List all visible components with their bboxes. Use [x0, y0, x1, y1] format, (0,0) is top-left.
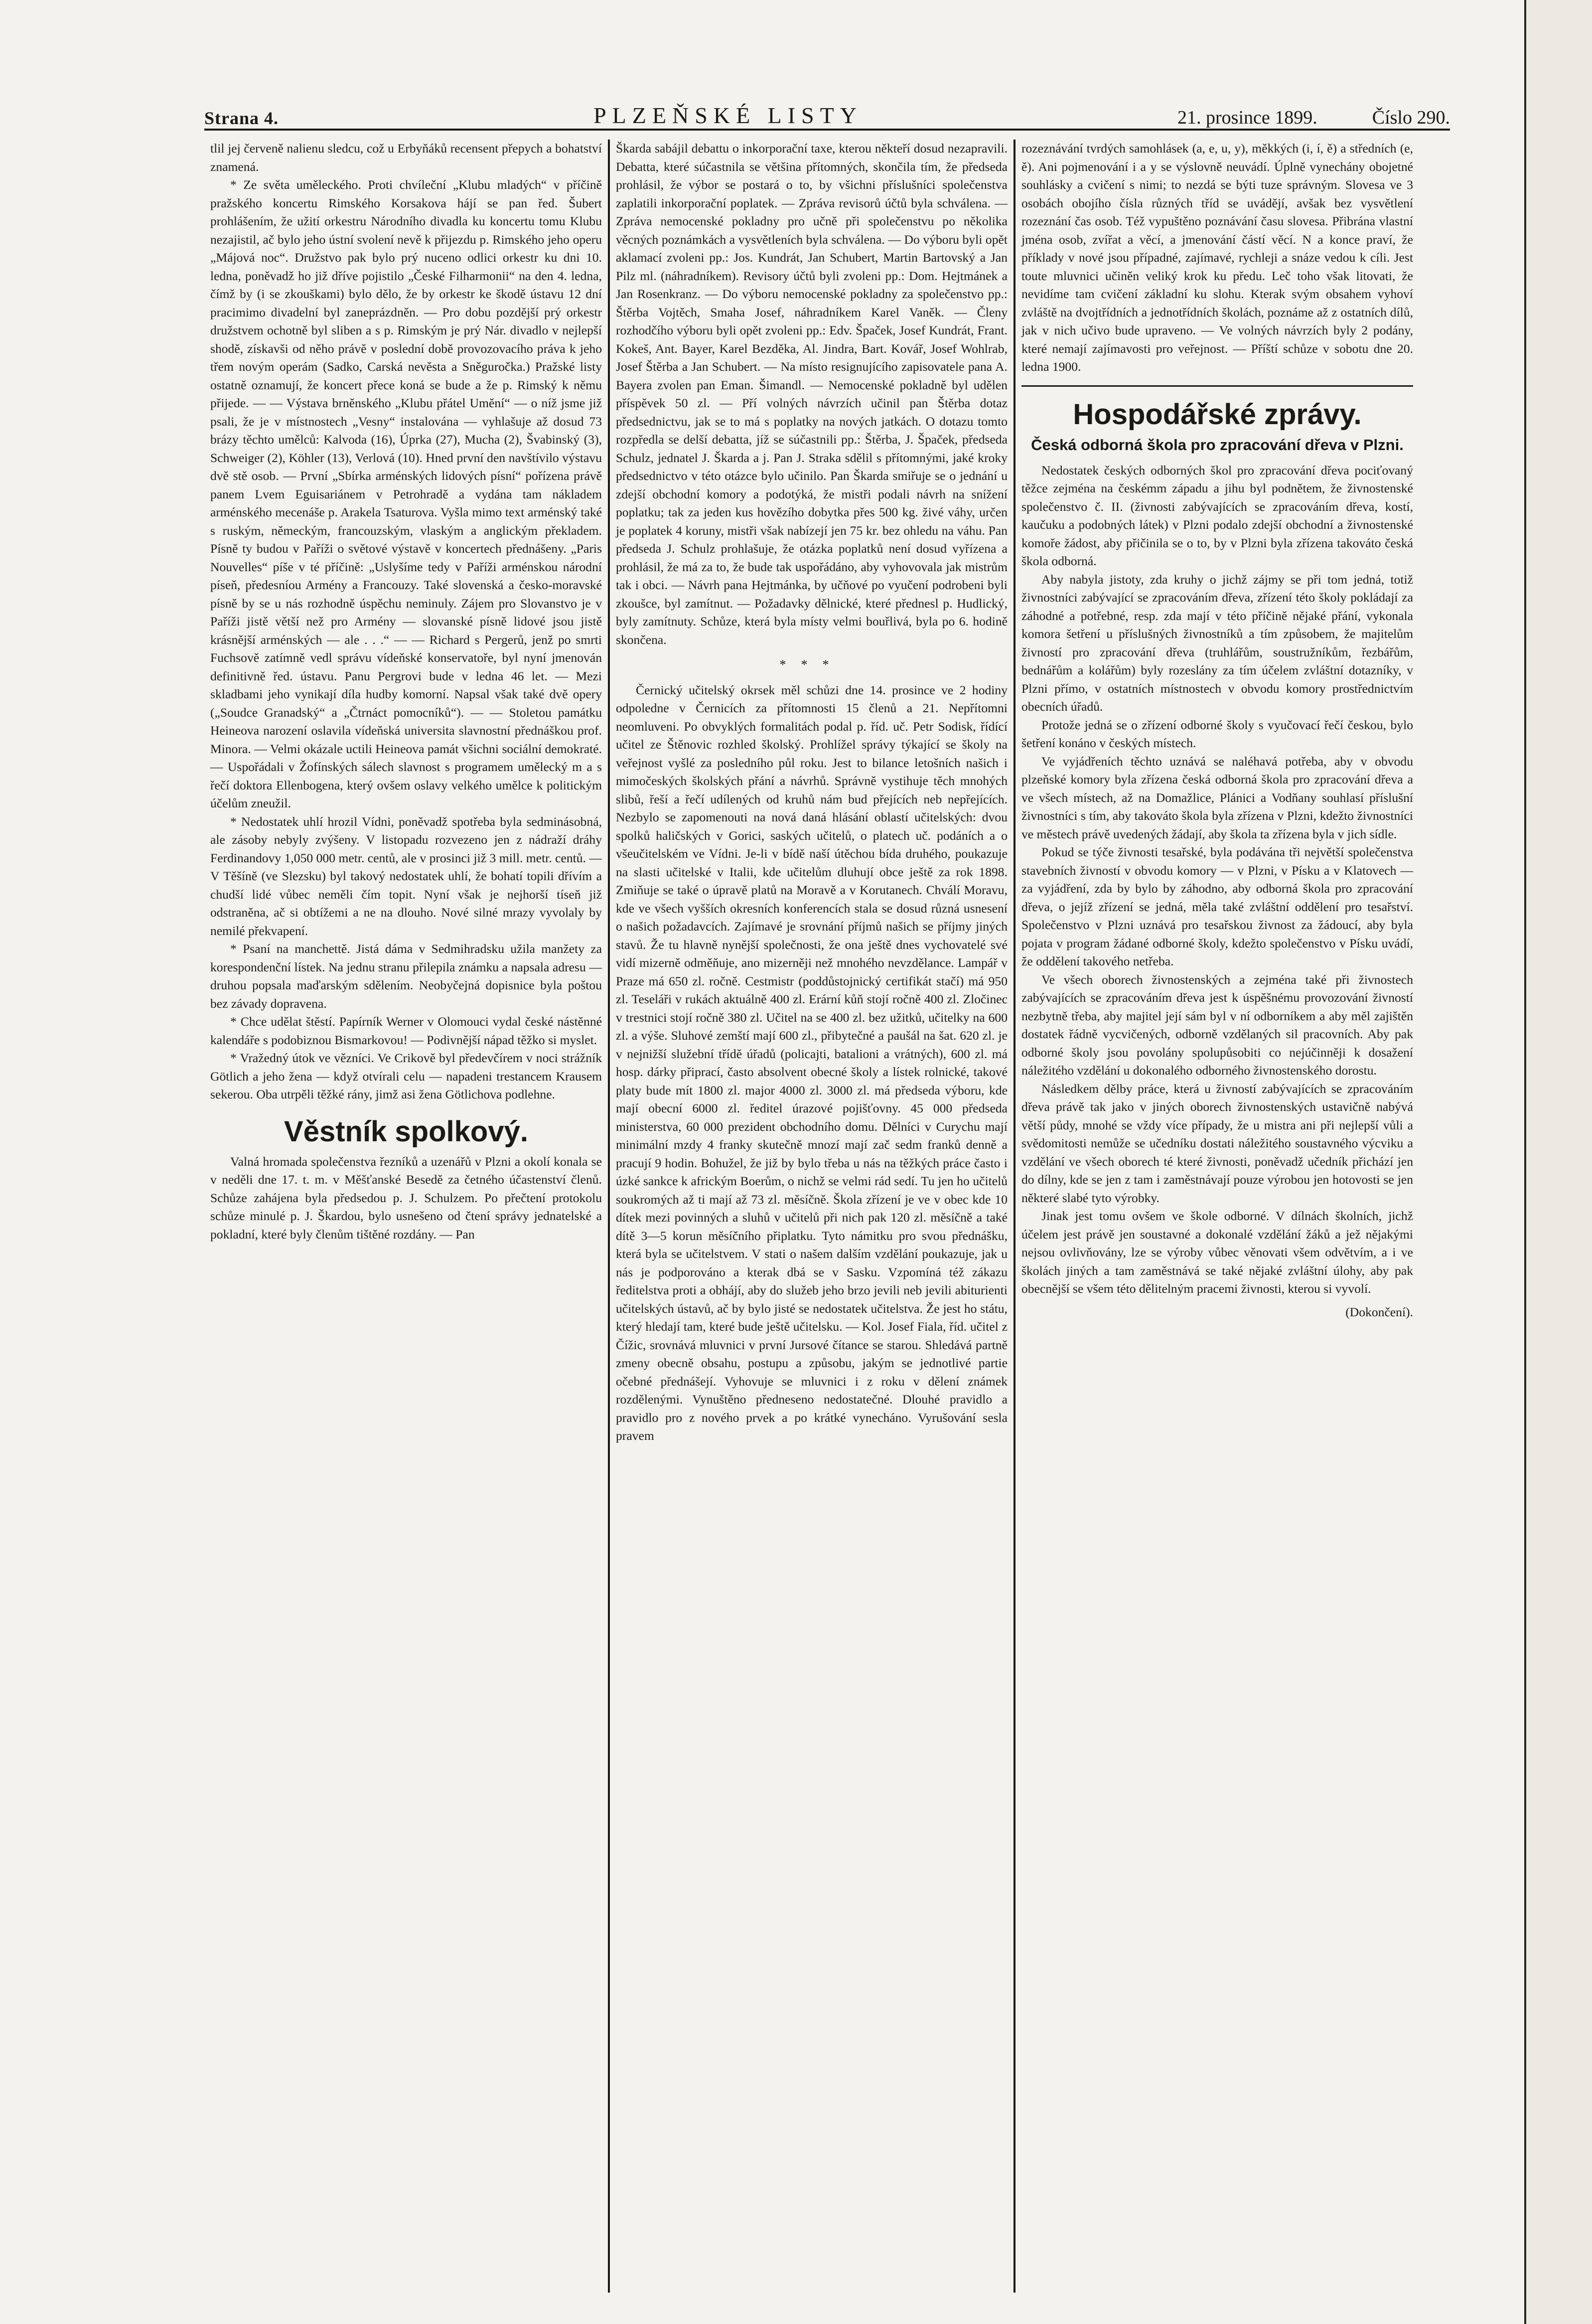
header-right	[1177, 107, 1450, 129]
article-paragraph: * Chce udělat štěstí. Papírník Werner v Olomouci vydal české nástěnné kalendáře s podobiznou Bismarkovou! — Podivnější nápad těžko si myslet.	[210, 1014, 602, 1047]
section-title-spolky: Věstník spolkový.	[284, 1115, 528, 1148]
article-paragraph: * Nedostatek uhlí hrozil Vídni, poněvadž spotřeba byla sedminásobná, ale zásoby nebyly zvýšeny. V listopadu rozvezeno jen z nádraží dráhy Ferdinandovy 1,050 000 metr. centů, ale v prosinci již 3 mill. metr. centů. — V Těšíně (ve Slezsku) byl takový nedostatek uhlí, že bohatí topili dřívím a chudší lidé vůbec neměli čím topit. Nyní však je nejhorší tíseň již odstraněna, ač si obtížemi a ne na dlouho. Nové silné mrazy vyvolaly by nemilé překvapení.	[210, 814, 602, 938]
article-paragraph: Pokud se týče živnosti tesařské, byla podávána tři největší společenstva stavebních živností v obvodu komory — v Plzni, v Písku a v Klatovech — za vyjádření, zda by bylo by záhodno, aby odborná škola pro zpracování dřeva, o jejíž zřízení se jedná, měla také zvláštní oddělení pro tesařství. Společenstvo v Plzni uznává pro tesařskou živnost za žádoucí, aby byla pojata v program žádané odborné školy, kdežto společenstvo v Písku uvádí, že oddělení takového netřeba.	[1021, 845, 1413, 968]
page-number: Strana 4.	[204, 108, 279, 128]
article-subtitle: Česká odborná škola pro zpracování dřeva v Plzni.	[1031, 436, 1404, 454]
article-paragraph: * Ze světa uměleckého. Proti chvíleční „Klubu mladých“ v příčině pražského koncertu Rimského Korsakova hájí se pan řed. Šubert prohlášením, že užití orkestru Národního divadla ku koncertu tomu Klubu nezajistil, ač bylo jeho ústní svolení nevě k přijezdu p. Rimského jeho operu „Májová noc“. Družstvo pak bylo prý nuceno odlici orkestr ku dni 10. ledna, poněvadž ho již dříve pojistilo „České Filharmonii“ na den 4. ledna, čímž by (i se zkouškami) bylo dělo, že by orkestr ke škodě ústavu 12 dní pracimimo divadelní byl zaneprázdněn. — Pro dobu pozdější prý orkestr družstvem ochotně byl sliben a s p. Rimským je prý Nár. divadlo v nejlepší shodě, získavši od něho právě v poslední době provozovacího práva k jeho třem novým operám (Sadko, Carská nevěsta a Sněguročka.) Pražské listy ostatně oznamují, že koncert přece koná se bude a že p. Rimský k němu přijede. — — Výstava brněnského „Klubu přátel Umění“ — o níž jsme již psali, že je v místnostech „Vesny“ instalována — vyhlašuje až dosud 73 brázy těchto umělců: Kalvoda (16), Úprka (27), Mucha (2), Švabinský (3), Schweiger (2), Köhler (13), Verlová (10). Hned první den navštívilo výstavu dvě stě osob. — První „Sbírka arménských lidových písní“ pořízena právě panem Lvem Eguisariánem v Petrohradě a vydána tam nákladem arménského mecenáše p. Arakela Tsaturova. Vyšla mimo text arménský také s ruským, německým, francouzským, vlaským a anglickým překladem. Písně ty budou v Paříži o světové výstavě v koncertech přednášeny. „Paris Nouvelles“ píše v té příčině: „Uslyšíme tedy v Paříži arménskou národní píseň, předesníou Armény a Francouzy. Také slovenská a česko-moravské písně by se u nás rozhodně úspěchu neminuly. Zájem pro Slovanstvo je v Paříži jistě větší než pro Armény — slovanské písně lidové jsou jistě krásnější arménských — ale . . .“ — — Richard s Pergerů, jenž po smrti Fuchsově zatímně vedl správu vídeňské konservatoře, byl nyní jmenován definitivně řed. ústavu. Panu Pergrovi bude v ledna 46 let. — Mezi skladbami jeho vynikají díla hudby komorní. Napsal však také dvě opery („Soudce Granadský“ a „Čtrnáct pomocníků“). — — Stoletou památku Heineova narození oslavila vídeňská universita slavnostní přednáškou prof. Minora. — Velmi okázale uctili Heineova památ všichni sociální demokraté. — Uspořádali v Žofínských sálech slavnost s programem umělecký m a s řečí doktora Ellenbogena, který ovšem oslavy velkého umělce k politickým účelům zneužil.	[210, 177, 602, 810]
page-edge-line	[1524, 0, 1526, 2324]
column-1	[204, 140, 608, 2293]
article-paragraph: Aby nabyla jistoty, zda kruhy o jichž zájmy se při tom jedná, totiž živnostníci zabývající se zpracováním dřeva, zřízení této školy pokládají za záhodné a potřebné, resp. zda mají v této příčině nějaké přání, vykonala komora šetření u příslušných živnostníků a tím způsobem, že majitelům živností pro zpracování dřeva (truhlářům, soustružníkům, řezbářům, bednářům a kolářům) byly rozeslány za tím účelem zvláštní dotazníky, v Plzni přímo, v ostatních místnostech v obvodu komory prostřednictvím obecních úřadů.	[1021, 572, 1413, 714]
article-paragraph: Ve všech oborech živnostenských a zejména také při živnostech zabývajících se zpracováním dřeva jest k úspěšnému provozování živností nezbytně třeba, aby majitel její sám byl v ní odborníkem a aby měl zajištěn dostatek řádně vycvičených, odborně vzdělaných sil pracovních. Aby pak odborné školy jsou povolány spolupůsobiti co nejúčinněji k dosažení náležitého vzdělání u dokonalého odborného živnostenského dorostu.	[1021, 972, 1413, 1078]
article-paragraph: tlil jej červeně nalienu sledcu, což u Erbyňáků recensent přepych a bohatství znamená.	[210, 141, 602, 174]
issue-date: 21. prosince 1899.	[1177, 107, 1317, 128]
section-divider	[1021, 385, 1413, 387]
column-2	[610, 140, 1013, 2293]
article-paragraph: rozeznávání tvrdých samohlásek (a, e, u, y), měkkých (i, í, ě) a středních (e, ě). Ani pojmenování i a y se výslovně neuvádí. Úplně vynechány obojetné souhlásky a cvičení s nimi; to nezdá se býti tuze správným. Slovesa ve 3 osobách obojího čísla různých tříd se uvádějí, avšak bez vysvětlení rozeznání čas osob. Též vypuštěno poznávání času slovesa. Přibrána vlastní jména osob, zvířat a věcí, a jmenování částí věcí. N a konce praví, že příklady v nové jsou případné, zajímavé, rychleji a snáze vedou k cíli. Jest toute mluvnici učiněn veliký krok ku předu. Leč toho však litovati, že nevidíme tam cvičení základní ku slohu. Kterak svým obsahem vyhoví zvláště na dvojtřídních a jednotřídních školách, poznáme až z ostatních dílů, jak v nich učivo bude upraveno. — Ve volných návrzích byly 2 podány, které nemají zajímavosti pro veřejnost. — Příští schůze v sobotu dne 20. ledna 1900.	[1021, 141, 1413, 374]
article-paragraph: Škarda sabájil debattu o inkorporační taxe, kterou někteří dosud nezapravili. Debatta, které súčastnila se většina přítomných, skončila tím, že předseda prohlásil, že výbor se postará o to, by všichni příslušníci společenstva zaplatili inkorporační poplatek. — Zpráva revisorů účtů byla schválena. — Zpráva nemocenské pokladny pro učně při společenstvu po několika věcných poznámkách a vysvětleních byla schválena. — Do výboru byli opět aklamací zvoleni pp.: Jos. Kundrát, Jan Schubert, Martin Bartovský a Jan Pilz ml. (náhradníkem). Revisory účtů byli zvoleni pp.: Dom. Hejtmánek a Jan Rosenkranz. — Do výboru nemocenské pokladny za společenstvo pp.: Štěrba Vojtěch, Smaha Josef, náhradníkem Karel Vaněk. — Členy rozhodčího výboru byli opět zvoleni pp.: Edv. Špaček, Josef Kundrát, Frant. Kokeš, Ant. Bayer, Karel Bezděka, Al. Jindra, Bart. Kovář, Josef Wohlrab, Josef Štěrba a Jan Schubert. — Na místo resignujícího zapisovatele pana A. Bayera zvolen pan Eman. Šimandl. — Nemocenské pokladně byl udělen příspěvek 50 zl. — Pří volných návrzích učinil pan Štěrba dotaz předsednictvu, jak se to má s poplatky na nových jatkách. O dotazu tomto rozpředla se delší debatta, jíž se súčastnili pp.: Štěrba, J. Špaček, předseda Schulz, jednatel J. Škarda a j. Pan J. Straka sdělil s přítomnými, jaké kroky předsednictvo v této otázce bylo učinilo. Pan Škarda smiřuje se o jednání u zdejší obchodní komory a podotýká, že mistři podali návrh na snížení poplatku; tak za jeden kus hovězího dobytka přes 500 kg. živé váhy, určen je poplatek 4 koruny, mistři však nabízejí jen 75 kr. bez ohledu na váhu. Pan předseda J. Schulz prohlašuje, že otázka poplatků není dosud vyřízena a prohlásil, že má za to, že bude tak uspořádáno, aby vyhovovala jak mistrům tak i obci. — Návrh pana Hejtmánka, by učňové po vyučení podrobeni byli zkoušce, byl zamítnut. — Požadavky dělnické, které přednesl p. Hudlický, byly zamítnuty. Schůze, která byla místy velmi bouřlivá, byla po 6. hodině skončena.	[616, 141, 1008, 647]
continuation-note: (Dokončení).	[1345, 1304, 1413, 1319]
column-3	[1015, 140, 1419, 2293]
separator-stars: ***	[779, 657, 844, 672]
article-paragraph: Černický učitelský okrsek měl schůzi dne 14. prosince ve 2 hodiny odpoledne v Černicích za přítomnosti 15 členů a 21. Nepřítomni neomluveni. Po obvyklých formalitách podal p. říd. uč. Petr Sodisk, řídící učitel ze Štěnovic rozhled školský. Prohlížel správy týkající se školy na veřejnost vyšlé za posledního půl roku. Jest to bilance letošních našich i mimočeských školských přání a návrhů. Správně vystihuje těch mnohých slibů, řeší a řečí udílených od kruhů nám bud přejících neb nepřejících. Nezbylo se zapomenouti na nová daná hlásání oblastí učitelských: dvou spolků haličských v Gorici, saských učitelů, o platech uč. podáních a o všeučitelském ve Vídni. Je-li v bídě naší útěchou bída druhého, poukazuje na slasti učitelské v Italii, kde učitelům dluhují obce ještě za rok 1898. Zmiňuje se také o úpravě platů na Moravě a v Korutanech. Chválí Moravu, kde ve všech vyšších okresních konferencích stala se dosud různá usnesení o našich požadavcích. Zajímavé je srovnání příjmů našich se příjmy jiných stavů. Že tu hlavně nynější společnosti, že ona ještě dnes vychovatelé své vidí mizerně odměňuje, ano mizerněji než mnohého nevzdělance. Lampář v Praze má 650 zl. ročně. Cestmistr (poddůstojnický certifikát stačí) má 950 zl. Teseláři v rukách aktuálně 400 zl. Erární kůň stojí ročně 400 zl. Zločinec v trestnici stojí ročně 380 zl. Učitel na se 400 zl. bez užitků, učitelky na 600 zl. a výše. Sluhové zemští mají 600 zl., přibytečné a paušál na šat. 620 zl. je v nejnižší služební třídě úřadů (policajti, batalioni a vrátných), 600 zl. má hosp. dárky připrací, často absolvent obecné školy a lístek rolnické, takové platy bude mít 1800 zl. major 4000 zl. 3000 zl. má předseda výboru, kde mají obecní 6000 zl. ředitel úrazové pojišťovny. 45 000 předseda ministerstva, 60 000 prezident obchodního domu. Dělníci v Curychu mají minimální mzdy 4 franky skutečně mnozí mají zač sedm franků denně a pracují 9 hodin. Bohužel, že již by bylo třeba u nás na těžkých práce často i úzké sankce k africkým Boerům, o nichž se velmi rád sedí. Tu jen ho učitelů soukromých až ti mají až 73 zl. měsíčně. Škola zřízení je ve v obec kde 10 dítek mezi povinných a sluhů v učitelů při nich pak 120 zl. měsíčně a také dítě 3—5 korun měsíčního připlatku. Tyto námitku pro svou přednášku, která byla se učitelstvem. V stati o našem dalším vzdělání poukazuje, jak u nás je podporováno a kterak dbá se v Sasku. Vzpomíná též zákazu ředitelstva proti a obhájí, aby do služeb jeho brzo jevili neb jevili abiturienti učitelských ústavů, ač by bylo jisté se nedostatek učitelstva. Že jest ho státu, který hledají tam, které bude ještě učitelsku. — Kol. Josef Fiala, říd. učitel z Čížic, srovnává mluvnici v první Jursové čítance se starou. Shledává partně zmeny obecně obsahu, postupu a způsobu, jakým se jednotlivé partie očebné přednášejí. Vyhovuje se mluvnici i z roku v dělení známek rozdělenými. Vynuštěno předneseno nedostatečné. Dlouhé pravidlo a pravidlo pro z nového prvek a po krátké vynecháno. Vyrušování sesla pravem	[616, 682, 1008, 1443]
page-edge-strip	[1526, 0, 1592, 2324]
article-paragraph: Nedostatek českých odborných škol pro zpracování dřeva pociťovaný těžce zejména na českémm západu a jihu byl podnětem, že živnostenské společenstvo č. II. (živnosti zabývajících se zpracováním dřeva, kostí, kaučuku a podobných látek) v Plzni podalo zdejší obchodní a živnostenské komoře žádost, aby přičinila se o to, by v Plzni byla zřízena takováto česká škola odborná.	[1021, 463, 1413, 568]
columns	[204, 140, 1450, 2293]
newspaper-page	[204, 75, 1450, 2303]
issue-number: Číslo 290.	[1372, 107, 1450, 128]
article-paragraph: Valná hromada společenstva řezníků a uzenářů v Plzni a okolí konala se v neděli dne 17. t. m. v Měšťanské Besedě za četného účastenství členů. Schůze zahájena byla předsedou p. J. Schulzem. Po přečtení protokolu schůze minulé p. J. Škardou, bylo usnešeno od čtení správy jednatelské a pokladní, které byly členům tištěné rozdány. — Pan	[210, 1154, 602, 1241]
article-paragraph: Následkem dělby práce, která u živností zabývajících se zpracováním dřeva právě tak jako v jiných oborech živnostenských ustavičně nabývá větší půdy, mnohé se vždy více případy, že u mistra ani při nejlepší vůli a svědomitosti nemůže se učedníku dostati náležitého soustavného výcviku a vzdělání ve všech oborech té které živnosti, poněvadž učedník přichází jen do dílny, kde se jen z tam i zaměstnávají pouze výrobou jen hotovosti se jen některé slabé tyto výrobky.	[1021, 1081, 1413, 1205]
section-title-hosp: Hospodářské zprávy.	[1073, 398, 1362, 431]
article-paragraph: Jinak jest tomu ovšem ve škole odborné. V dílnách školních, jichž účelem jest právě jen soustavné a dokonalé vzdělání žáků a jež nějakými nejsou ovlivňovány, lze se výroby vůbec věnovati všem odvětvím, a i ve školách jiných a tam zaměstnává se také nějaké zvláštní úlohy, aby pak obecnější se všem této dělitelným pracemi živnosti, kterou si vyvolí.	[1021, 1209, 1413, 1296]
article-paragraph: * Psaní na manchettě. Jistá dáma v Sedmihradsku užila manžety za korespondenční lístek. Na jednu stranu přilepila známku a napsala adresu — druhou popsala maďarským sdělením. Neobyčejná dopisnice byla poštou bez závady dopravena.	[210, 941, 602, 1011]
article-paragraph: Protože jedná se o zřízení odborné školy s vyučovací řečí českou, bylo šetření konáno v českých místech.	[1021, 717, 1413, 750]
article-paragraph: * Vražedný útok ve vězníci. Ve Crikově byl předevčírem v noci strážník Götlich a jeho žena — když otvírali celu — napadeni trestancem Krausem sekerou. Oba utrpěli těžké rány, jimž asi žena Götlichova podlehne.	[210, 1051, 602, 1101]
article-paragraph: Ve vyjádřeních těchto uznává se naléhavá potřeba, aby v obvodu plzeňské komory byla zřízena česká odborná škola pro zpracování dřeva a ve všech místech, až na Domažlice, Plánici a Vodňany souhlasí příslušní živnostníci s tím, aby takováto škola byla zřízena v Plzni, kdežto živnostníci ve městech právě uvedených žádají, aby škola ta zřízena byla v jich sídle.	[1021, 754, 1413, 841]
newspaper-title: PLZEŇSKÉ LISTY	[593, 103, 863, 128]
page-header	[204, 84, 1450, 131]
